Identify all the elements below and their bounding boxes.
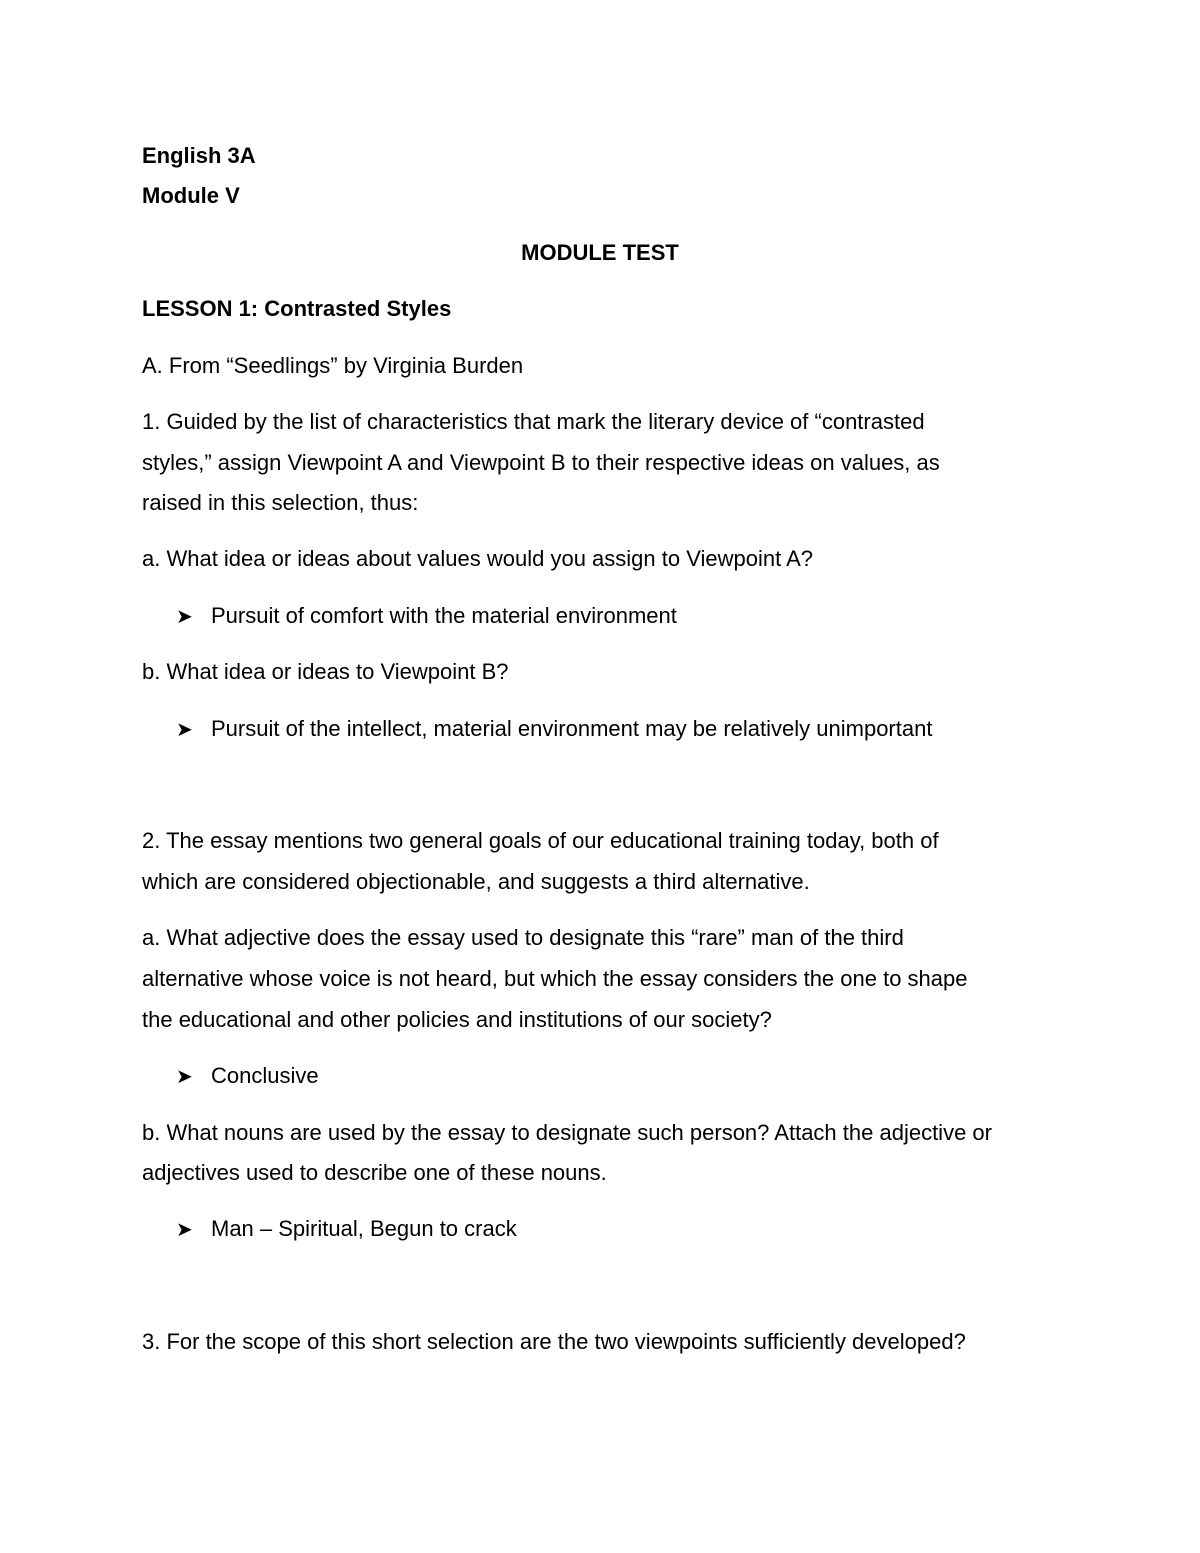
answer-1a-text: Pursuit of comfort with the material environment — [211, 603, 677, 628]
page-title: MODULE TEST — [521, 240, 679, 265]
course-heading: English 3A — [142, 143, 256, 168]
section-a-heading: A. From “Seedlings” by Virginia Burden — [142, 353, 524, 378]
arrow-bullet-icon: ➤ — [176, 719, 193, 741]
question-2b-line-2: adjectives used to describe one of these nouns. — [142, 1160, 607, 1185]
question-2a-line-1: a. What adjective does the essay used to designate this “rare” man of the third — [142, 925, 904, 950]
answer-2b — [176, 1216, 517, 1243]
question-2-line-2: which are considered objectionable, and suggests a third alternative. — [142, 869, 810, 894]
answer-2a-text: Conclusive — [211, 1063, 319, 1088]
answer-1a — [176, 603, 677, 630]
question-1-line-3: raised in this selection, thus: — [142, 490, 419, 515]
arrow-bullet-icon: ➤ — [176, 1219, 193, 1241]
module-heading: Module V — [142, 183, 240, 208]
arrow-bullet-icon: ➤ — [176, 1066, 193, 1088]
question-1b: b. What idea or ideas to Viewpoint B? — [142, 659, 509, 684]
answer-1b — [176, 716, 932, 743]
question-1-line-1: 1. Guided by the list of characteristics that mark the literary device of “contrasted — [142, 409, 925, 434]
question-2a-line-3: the educational and other policies and institutions of our society? — [142, 1007, 772, 1032]
question-2b-line-1: b. What nouns are used by the essay to designate such person? Attach the adjective or — [142, 1120, 992, 1145]
question-1a: a. What idea or ideas about values would you assign to Viewpoint A? — [142, 546, 814, 571]
answer-2a — [176, 1063, 319, 1090]
question-3: 3. For the scope of this short selection are the two viewpoints sufficiently developed? — [142, 1329, 966, 1354]
lesson-heading: LESSON 1: Contrasted Styles — [142, 296, 452, 321]
answer-2b-text: Man – Spiritual, Begun to crack — [211, 1216, 517, 1241]
question-2a-line-2: alternative whose voice is not heard, but which the essay considers the one to shape — [142, 966, 968, 991]
question-2-line-1: 2. The essay mentions two general goals of our educational training today, both of — [142, 828, 939, 853]
arrow-bullet-icon: ➤ — [176, 606, 193, 628]
question-1-line-2: styles,” assign Viewpoint A and Viewpoint B to their respective ideas on values, as — [142, 450, 940, 475]
answer-1b-text: Pursuit of the intellect, material environment may be relatively unimportant — [211, 716, 933, 741]
